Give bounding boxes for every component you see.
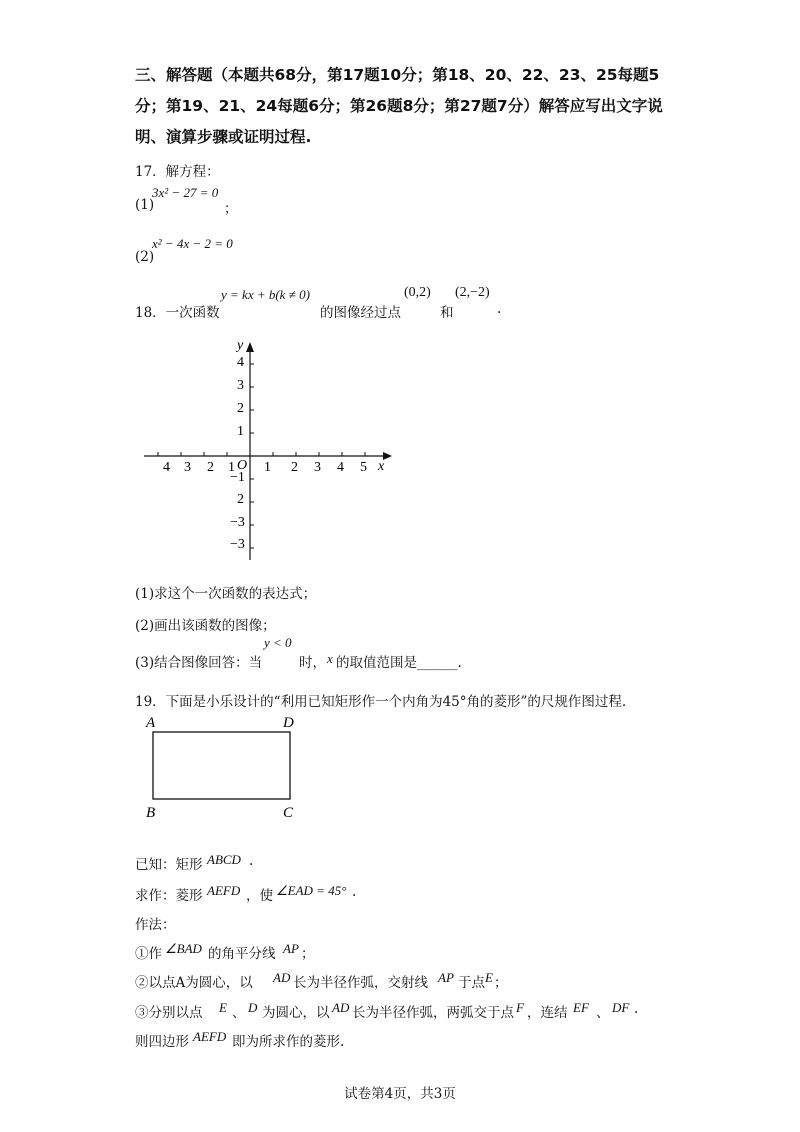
step2-b: 长为半径作弧，交射线 [293, 975, 428, 991]
x-tick-label-2: 2 [291, 460, 298, 475]
label-a: A [146, 715, 156, 731]
known-prefix: 已知：矩形 [135, 857, 203, 873]
q18-title-end: . [497, 301, 502, 317]
q17-part2-label: (2) [135, 249, 155, 265]
step2-c: 于点 [458, 975, 485, 991]
ask-angle: ∠EAD = 45° [276, 883, 347, 898]
ask-var: AEFD [207, 883, 241, 898]
rectangle-figure [140, 710, 310, 825]
conclude-var: AEFD [193, 1029, 227, 1044]
y-tick-label-3: 3 [237, 378, 244, 393]
x-tick-label-neg2: 2 [207, 460, 214, 475]
q18-point-2: (2,−2) [455, 285, 490, 300]
q18-function: y = kx + b(k ≠ 0) [221, 287, 310, 302]
y-axis-label: y [237, 338, 244, 353]
step1-b: 的角平分线 [208, 946, 276, 962]
x-tick-label-1: 1 [264, 460, 271, 475]
q18-sub3-prefix: (3)结合图像回答：当 [135, 655, 263, 671]
step3-c: 为圆心，以 [262, 1005, 330, 1021]
q18-sub2: (2)画出该函数的图像； [135, 618, 276, 634]
y-tick-label-neg3b: −3 [230, 537, 245, 552]
x-tick-label-3: 3 [314, 460, 321, 475]
label-b: B [146, 805, 156, 821]
step3-e: ，连结 [527, 1005, 568, 1021]
rectangle-abcd [153, 732, 290, 799]
q18-sub3-var: x [327, 651, 333, 666]
q18-and: 和 [440, 305, 454, 321]
step2-d: ； [494, 975, 508, 991]
x-axis-label: x [378, 459, 385, 474]
step3-b: 、 [232, 1005, 246, 1021]
step2-var3: E [485, 970, 493, 985]
y-axis-arrow [246, 342, 254, 352]
conclude-a: 则四边形 [135, 1034, 189, 1050]
step1-angle: ∠BAD [165, 941, 202, 956]
q18-title-mid: 的图像经过点 [320, 305, 401, 321]
label-c: C [283, 805, 294, 821]
q18-sub3-condition: y < 0 [264, 635, 292, 650]
x-tick-label-neg3: 3 [184, 460, 191, 475]
y-tick-label-neg2: 2 [237, 492, 244, 507]
q17-part2-equation: x² − 4x − 2 = 0 [152, 236, 233, 251]
method-label: 作法： [135, 917, 176, 933]
ask-mid: ，使 [246, 888, 273, 904]
step3-d: 长为半径作弧，两弧交于点 [352, 1005, 514, 1021]
step3-g: . [634, 1001, 639, 1017]
step3-f: 、 [596, 1005, 610, 1021]
step3-v1: E [219, 1000, 227, 1015]
known-end: . [249, 853, 254, 869]
q18-sub1: (1)求这个一次函数的表达式； [135, 586, 317, 602]
step3-v6: DF [612, 1000, 630, 1015]
ask-prefix: 求作：菱形 [135, 888, 203, 904]
step3-v5: EF [573, 1000, 589, 1015]
q17-part1-equation: 3x² − 27 = 0 [152, 185, 219, 200]
y-tick-label-2: 2 [237, 401, 244, 416]
y-tick-label-4: 4 [237, 355, 244, 370]
q18-sub3-end: 的取值范围是______. [336, 655, 462, 671]
origin-label: O [237, 458, 248, 473]
x-tick-label-4: 4 [337, 460, 344, 475]
step1-var: AP [283, 941, 299, 956]
label-d: D [283, 715, 294, 731]
step3-v4: F [516, 1000, 524, 1015]
y-tick-label-neg3: −3 [230, 515, 245, 530]
y-tick-label-neg1: −1 [230, 470, 245, 485]
coordinate-axes [140, 332, 400, 567]
known-var: ABCD [207, 852, 241, 867]
conclude-b: 即为所求作的菱形. [232, 1034, 345, 1050]
q18-sub3-mid: 时， [299, 655, 326, 671]
x-tick-label-neg4: 4 [163, 460, 170, 475]
q19-title: 19．下面是小乐设计的“利用已知矩形作一个内角为45°角的菱形”的尺规作图过程. [135, 694, 627, 710]
step3-v2: D [248, 1000, 258, 1015]
q17-part1-end: ； [224, 201, 238, 217]
x-tick-label-5: 5 [360, 460, 367, 475]
step1-c: ； [301, 946, 315, 962]
section-header: 三、解答题（本题共68分，第17题10分；第18、20、22、23、25每题5分；第19、21、24每题6分；第26题8分；第27题7分）解答应写出文字说明、演算步骤或证明过程. [135, 66, 663, 146]
y-tick-label-1: 1 [237, 424, 244, 439]
step1-a: ①作 [135, 946, 162, 962]
q18-title-prefix: 18．一次函数 [135, 305, 220, 321]
q17-part1-label: (1) [135, 197, 155, 213]
step3-v3: AD [332, 1000, 350, 1015]
step3-a: ③分别以点 [135, 1005, 203, 1021]
q18-point-1: (0,2) [404, 285, 431, 300]
x-axis-arrow [383, 452, 392, 460]
q17-title: 17．解方程： [135, 164, 220, 180]
ask-end: . [352, 884, 357, 900]
step2-var2: AP [438, 970, 454, 985]
page-footer: 试卷第4页，共3页 [344, 1086, 456, 1102]
step2-a: ②以点A为圆心，以 [135, 975, 253, 991]
step2-var: AD [273, 970, 291, 985]
x-tick-label-neg1: 1 [228, 460, 235, 475]
